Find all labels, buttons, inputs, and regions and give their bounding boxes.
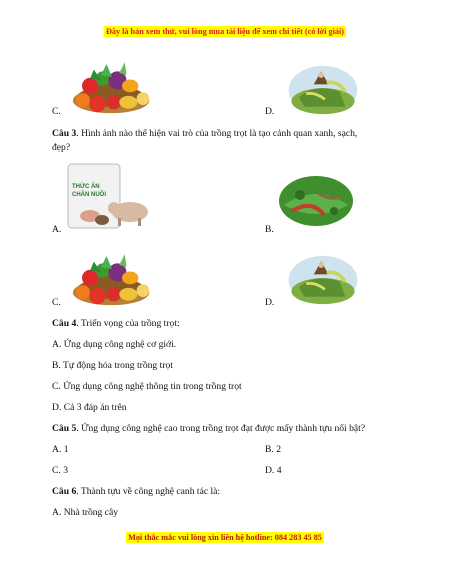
svg-text:THỨC ĂN: THỨC ĂN [72,184,100,190]
q5-option-b: B. 2 [265,444,281,455]
question-5-number: Câu 5 [52,423,77,434]
q3-option-c-label: C. [52,297,61,308]
animal-feed-bag-image [64,162,150,230]
q3-option-b-label: B. [265,224,274,235]
q4-option-a: A. Ứng dụng công nghệ cơ giới. [52,339,177,350]
question-6-text: . Thành tựu về công nghệ canh tác là: [76,486,221,497]
footer-hotline-notice: Mọi thắc mắc vui lòng xin liên hệ hotline: 084 283 45 85 [128,533,322,542]
vegetable-basket-image-2 [66,247,158,307]
question-3-text-cont: đẹp? [52,142,71,153]
q5-option-d: D. 4 [265,465,282,476]
header-preview-notice: Đây là bản xem thử, vui lòng mua tài liệu để xem chi tiết (có lời giải) [105,27,344,36]
q4-option-d: D. Cả 3 đáp án trên [52,402,127,413]
question-3-number: Câu 3 [52,128,77,139]
question-5-text: . Ứng dụng công nghệ cao trong trồng trọt đạt được mấy thành tựu nổi bật? [76,423,366,434]
question-4-text: . Triển vọng của trồng trọt: [76,318,180,329]
green-landscape-globe-image [278,175,354,227]
q4-option-b: B. Tự động hóa trong trồng trọt [52,360,173,371]
q4-option-c: C. Ứng dụng công nghệ thông tin trong trồng trọt [52,381,242,392]
q5-option-c: C. 3 [52,465,68,476]
option-c-label: C. [52,106,61,117]
question-6-number: Câu 6 [52,486,77,497]
question-5 [52,423,365,435]
q6-option-a: A. Nhà trồng cây [52,507,119,518]
question-6 [52,486,220,498]
question-4-number: Câu 4 [52,318,77,329]
question-4 [52,318,180,330]
q3-option-d-label: D. [265,297,275,308]
question-3 [52,128,357,140]
svg-text:CHĂN NUÔI: CHĂN NUÔI [72,192,106,198]
q3-option-a-label: A. [52,224,62,235]
question-3-text: . Hình ảnh nào thể hiện vai trò của trồng trọt là tạo cảnh quan xanh, sạch, [76,128,358,139]
rice-farmer-globe-image-2 [285,254,361,306]
rice-farmer-globe-image [285,64,361,116]
vegetable-basket-image [66,55,158,115]
option-d-label: D. [265,106,275,117]
q5-option-a: A. 1 [52,444,69,455]
